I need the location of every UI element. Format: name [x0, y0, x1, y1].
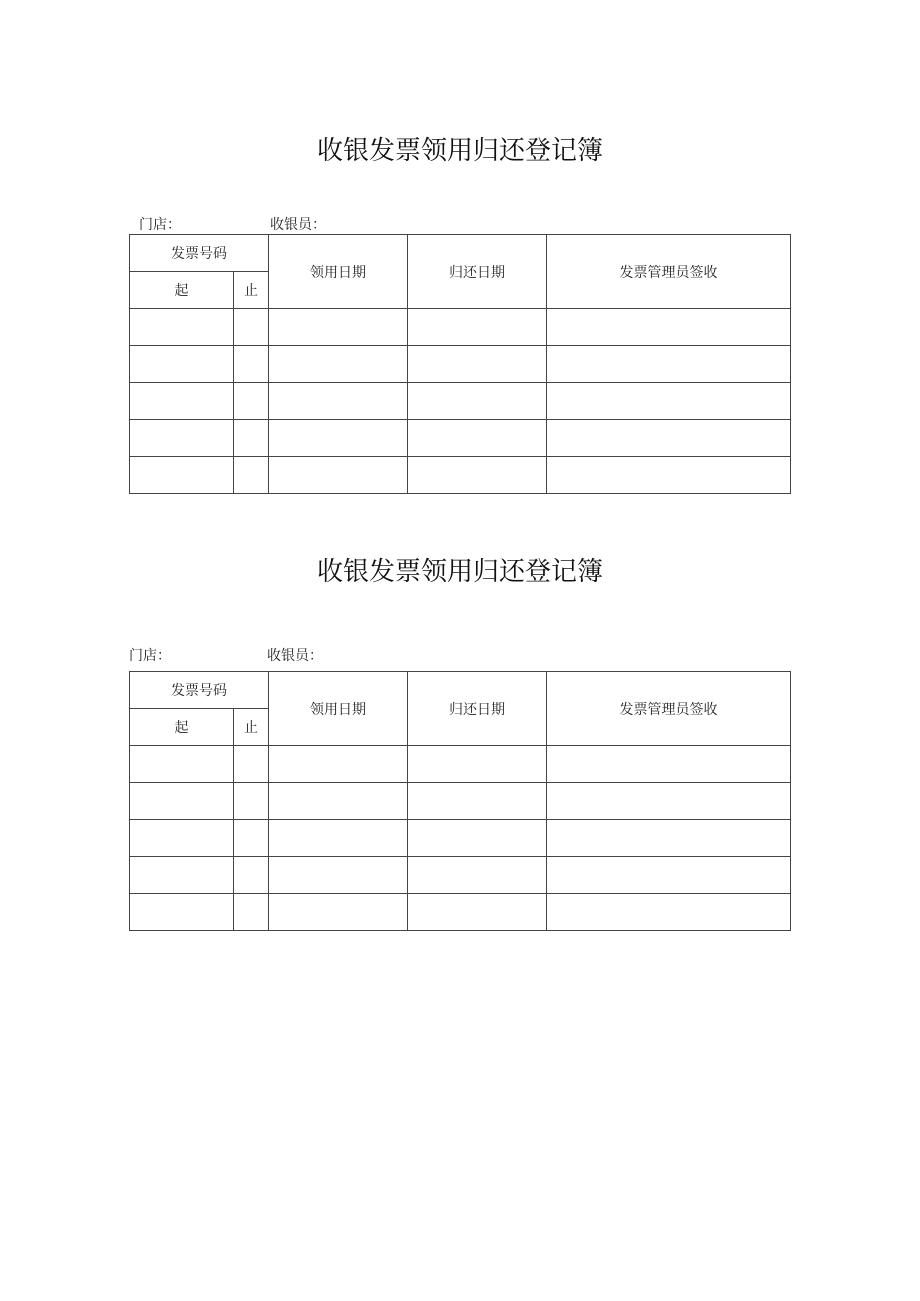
start-cell[interactable]	[130, 457, 234, 494]
start-cell[interactable]	[130, 857, 234, 894]
store-label: 门店：	[129, 648, 171, 664]
table-row	[130, 420, 791, 457]
manager-sign-header: 发票管理员签收	[547, 672, 791, 746]
return-date-cell[interactable]	[408, 857, 547, 894]
table-row	[130, 309, 791, 346]
cashier-label: 收银员：	[267, 648, 323, 664]
manager-sign-cell[interactable]	[547, 894, 791, 931]
end-header: 止	[234, 709, 269, 746]
start-header: 起	[130, 272, 234, 309]
receive-date-header: 领用日期	[269, 235, 408, 309]
manager-sign-cell[interactable]	[547, 746, 791, 783]
return-date-header: 归还日期	[408, 672, 547, 746]
invoice-number-header: 发票号码	[130, 235, 269, 272]
end-cell[interactable]	[234, 420, 269, 457]
manager-sign-cell[interactable]	[547, 420, 791, 457]
form-title: 收银发票领用归还登记簿	[316, 557, 603, 587]
receive-date-cell[interactable]	[269, 383, 408, 420]
end-cell[interactable]	[234, 346, 269, 383]
table-row	[130, 783, 791, 820]
manager-sign-cell[interactable]	[547, 309, 791, 346]
receive-date-cell[interactable]	[269, 346, 408, 383]
manager-sign-cell[interactable]	[547, 820, 791, 857]
end-cell[interactable]	[234, 457, 269, 494]
end-cell[interactable]	[234, 857, 269, 894]
start-header: 起	[130, 709, 234, 746]
return-date-cell[interactable]	[408, 420, 547, 457]
table-row	[130, 346, 791, 383]
register-table	[129, 234, 791, 494]
receive-date-header: 领用日期	[269, 672, 408, 746]
manager-sign-cell[interactable]	[547, 383, 791, 420]
return-date-cell[interactable]	[408, 746, 547, 783]
end-cell[interactable]	[234, 746, 269, 783]
manager-sign-cell[interactable]	[547, 783, 791, 820]
end-cell[interactable]	[234, 783, 269, 820]
receive-date-cell[interactable]	[269, 457, 408, 494]
start-cell[interactable]	[130, 820, 234, 857]
store-label: 门店：	[139, 217, 181, 233]
receive-date-cell[interactable]	[269, 309, 408, 346]
return-date-cell[interactable]	[408, 820, 547, 857]
receive-date-cell[interactable]	[269, 894, 408, 931]
receive-date-cell[interactable]	[269, 420, 408, 457]
register-table	[129, 671, 791, 931]
form-title: 收银发票领用归还登记簿	[316, 136, 603, 166]
return-date-header: 归还日期	[408, 235, 547, 309]
end-cell[interactable]	[234, 383, 269, 420]
return-date-cell[interactable]	[408, 383, 547, 420]
return-date-cell[interactable]	[408, 894, 547, 931]
receive-date-cell[interactable]	[269, 857, 408, 894]
invoice-number-header: 发票号码	[130, 672, 269, 709]
table-row	[130, 857, 791, 894]
end-cell[interactable]	[234, 894, 269, 931]
start-cell[interactable]	[130, 346, 234, 383]
table-row	[130, 457, 791, 494]
manager-sign-cell[interactable]	[547, 457, 791, 494]
return-date-cell[interactable]	[408, 783, 547, 820]
end-cell[interactable]	[234, 309, 269, 346]
start-cell[interactable]	[130, 894, 234, 931]
receive-date-cell[interactable]	[269, 820, 408, 857]
start-cell[interactable]	[130, 420, 234, 457]
return-date-cell[interactable]	[408, 309, 547, 346]
start-cell[interactable]	[130, 383, 234, 420]
start-cell[interactable]	[130, 309, 234, 346]
end-header: 止	[234, 272, 269, 309]
header-row	[130, 672, 791, 709]
start-cell[interactable]	[130, 783, 234, 820]
manager-sign-header: 发票管理员签收	[547, 235, 791, 309]
table-row	[130, 383, 791, 420]
manager-sign-cell[interactable]	[547, 346, 791, 383]
table-row	[130, 746, 791, 783]
header-row	[130, 235, 791, 272]
receive-date-cell[interactable]	[269, 783, 408, 820]
start-cell[interactable]	[130, 746, 234, 783]
receive-date-cell[interactable]	[269, 746, 408, 783]
cashier-label: 收银员：	[270, 217, 326, 233]
return-date-cell[interactable]	[408, 457, 547, 494]
manager-sign-cell[interactable]	[547, 857, 791, 894]
end-cell[interactable]	[234, 820, 269, 857]
table-row	[130, 894, 791, 931]
table-row	[130, 820, 791, 857]
return-date-cell[interactable]	[408, 346, 547, 383]
